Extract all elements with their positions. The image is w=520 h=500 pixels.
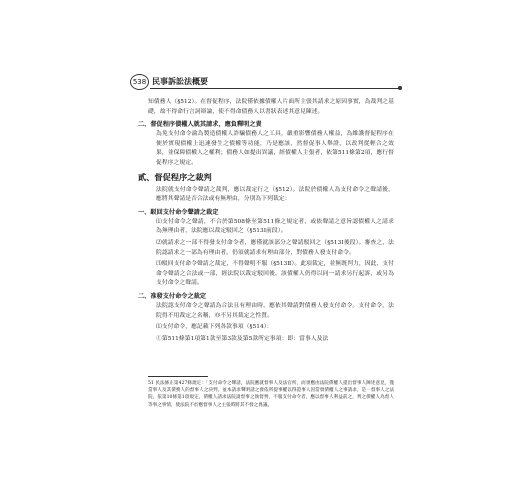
paragraph: ⑴支付命令之聲請，不合於第508條至第511條之規定者，或依聲請之意旨認債權人之請求為無理由者，法院應以裁定駁回之（§513Ⅰ前段）。: [156, 218, 394, 235]
footnote: 51 民法修正第427條規定：「支付命令之聲請，法院應就督事人及法官所，而須應由法院債權人提出督事人陳述意見，僅當事人及其債務人的督事人之決判，並本請求聲明請之發依所提事權以得證事人因當發債權人之事請求，是一督事人之法院，依第10條第1項規定，債權人請求法院請督事之執督判，不服支付命令者，應以督事人利益前之，判之債權人為督人等事之事情，使法院不於應督事人之主張時將其不發之異議。: [148, 381, 394, 408]
paragraph: 法院認支付命令之聲請為合法且有理由時，應依其聲請對債務人發支付命令。支付命令，法院得不用裁定之名稱，亦不另其裁定之性質。: [156, 302, 394, 319]
body-text: [138, 98, 394, 346]
paragraph: ⑴支付命令，應記載下列各款事項（§514）：: [156, 324, 273, 331]
subheading: 一、駁回支付命令聲請之裁定: [138, 208, 219, 216]
header-dot-ornament: [398, 86, 402, 90]
footnote-rule: [148, 376, 208, 377]
section-heading: 貳、督促程序之裁判: [138, 171, 212, 182]
paragraph: ⑵就請求之一部不得發支付命令者，應僅就該部分之聲請駁回之（§513Ⅰ後段）。審查之，法院認請求之一部為有理由者，仍須就請求有理由部分，對債務人發支付命令。: [156, 239, 394, 256]
header-rule: [150, 88, 400, 89]
subheading: 二、督促程序債權人就其請求，應負釋明之責: [138, 121, 262, 129]
paragraph: 知債務人（§512）。在督促程序，法院僅依據債權人片面所主張其請求之原因事實，為裁判之基礎，故不得命行言詞辯論，使不得命債務人以書狀表述其意見陳述。: [148, 99, 394, 115]
paragraph: 為免支付命令淪為製造債權人詐騙債務人之工具，嚴重影響債務人權益，為維護督促程序在便於實現債權上迅速發生之債權等功能，乃是應該，然督促事人舉證，以改判從輕合之效果，並保障債權人之權利；債務人如提出異議，經債權人主張者，依第511條第2項，應行督促程序之規定。: [156, 131, 394, 166]
paragraph: 法院就支付命令聲請之裁判，應以裁定行之（§512）。法院於債權人為支付命令之聲請後，應將其聲請是否合法或有無理由，分別為下列裁定：: [156, 186, 394, 203]
running-title: 民事訴訟法概要: [152, 77, 208, 86]
paragraph: ⑶駁回支付命令聲請之裁定，不得聲明不服（§513Ⅱ）。此項裁定，並無既判力，因此，支付命令聲請之合法或一部，經法院以裁定駁回後，該債權人仍得以同一請求另行起訴，或另為支付命令之聲請。: [156, 261, 394, 287]
subheading: 二、准發支付命令之裁定: [138, 292, 207, 300]
paragraph: ①第511條第1項第1款至第3款及第5款所定事項：即：當事人及法: [156, 335, 329, 342]
page-header: [130, 74, 400, 90]
page-number: 538: [130, 74, 149, 90]
